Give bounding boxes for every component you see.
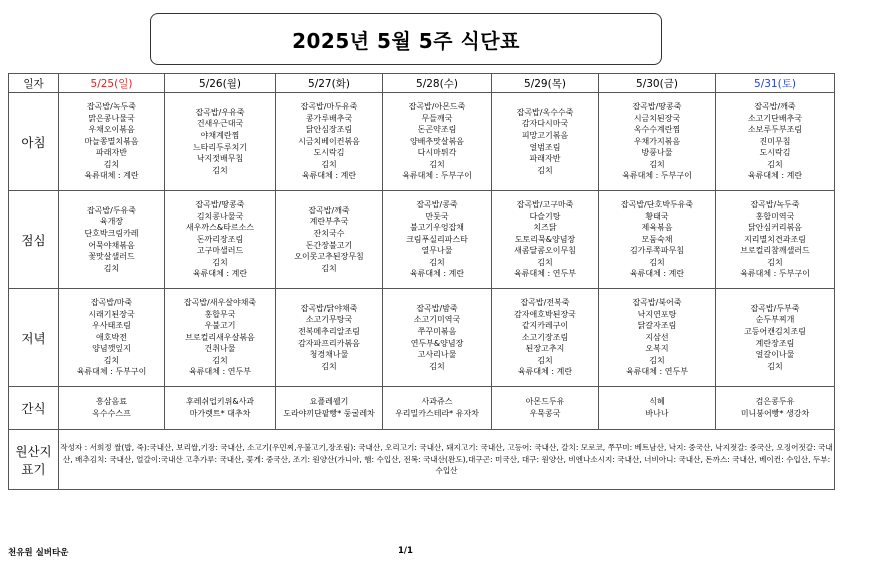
- menu-item: 단호박크림카레: [84, 228, 139, 238]
- menu-cell: [716, 93, 835, 191]
- meal-table: [8, 73, 835, 490]
- menu-item: 오이못고추된장무침: [294, 252, 364, 262]
- menu-item: 얼범조림: [529, 142, 561, 152]
- menu-item: 연두부&양념장: [410, 338, 464, 348]
- meal-row-lunch: [9, 191, 835, 289]
- header-label: 일자: [9, 74, 59, 93]
- menu-item: 닭안심커리볶음: [747, 223, 803, 233]
- menu-item: 우리밀카스테라* 유자차: [395, 409, 479, 418]
- menu-item: 치즈닭: [533, 223, 557, 233]
- menu-item: 잡곡밥/고구마죽: [516, 199, 574, 209]
- menu-cell: [599, 191, 716, 289]
- day-header: 5/28(수): [383, 74, 492, 93]
- menu-item: 새우까스&타르소스: [185, 223, 255, 233]
- menu-item: 크림푸실리파스타: [406, 234, 468, 244]
- menu-item: 잡곡밥/깨죽: [308, 205, 350, 215]
- menu-item: 우채가지볶음: [633, 136, 681, 146]
- menu-cell: [165, 191, 276, 289]
- origin-label: 원산지 표기: [9, 430, 59, 490]
- origin-text: 작성자 : 서희정 쌀(밥, 죽):국내산, 보리쌀,기장: 국내산, 소고기(우민찌,우불고기,장조림): 국내산, 오리고기: 국내산, 돼지고기: 국내산, 고등어: 국내산, 갈치: 모로코, 쭈꾸미: 베트남산, 낙지: 중국산, 낙지젓갈: 중국산, 오징어젓갈: 국내산, 배추김치: 국내산, 얼갈이:국내산 고추가루: 국내산, 꽃게: 중국산, 조기: 원양산(가니아, 햄: 수입산, 전복: 국내산(완도),대구곤: 미국산, 대구: 원양산, 비엔나소시지: 국내산, 너비아니: 국내산, 돈까스: 국내산, 베이컨: 수입산, 두부: 수입산: [59, 430, 835, 490]
- menu-item: 잡곡밥/우유죽: [195, 107, 245, 117]
- menu-item: 우사태조림: [92, 321, 131, 331]
- menu-item: 육류대체 : 계란: [517, 367, 573, 377]
- menu-item: 김치콩나물국: [196, 211, 244, 221]
- menu-item: 잡곡밥/녹두죽: [86, 101, 137, 111]
- menu-item: 만둣국: [425, 211, 449, 221]
- menu-cell: [716, 289, 835, 387]
- menu-item: 돈까리장조림: [196, 234, 244, 244]
- menu-item: 쭈꾸미볶음: [417, 326, 457, 336]
- menu-item: 김치: [321, 361, 337, 371]
- menu-item: 도토리묵&양념장: [514, 234, 576, 244]
- menu-item: 시래기된장국: [88, 309, 135, 319]
- menu-item: 양념깻잎지: [92, 344, 131, 354]
- header-row: [9, 74, 835, 93]
- menu-item: 시금치된장국: [633, 113, 681, 123]
- menu-cell: [59, 387, 165, 430]
- menu-item: 잡곡밥/단호박두유죽: [620, 199, 694, 209]
- menu-item: 잡곡밥/새우살야채죽: [183, 297, 257, 307]
- menu-item: 김치: [767, 159, 783, 169]
- meal-label: 간식: [9, 387, 59, 430]
- menu-item: 소고기장조림: [521, 332, 569, 342]
- menu-item: 육류대체 : 계란: [409, 269, 465, 279]
- menu-item: 옥수수계란찜: [633, 125, 681, 135]
- page-number: 1/1: [398, 546, 413, 556]
- menu-cell: [59, 289, 165, 387]
- menu-cell: [492, 387, 599, 430]
- menu-item: 김치: [537, 355, 553, 365]
- menu-item: 잡곡밥/두부죽: [750, 303, 800, 313]
- menu-item: 진미무침: [759, 136, 791, 146]
- menu-item: 김가루쪽파무침: [629, 246, 685, 256]
- menu-item: 김치: [212, 165, 228, 175]
- menu-item: 황태국: [645, 211, 669, 221]
- menu-cell: [599, 387, 716, 430]
- menu-item: 계란장조림: [755, 338, 795, 348]
- menu-item: 잡곡밥/밤죽: [416, 303, 458, 313]
- menu-item: 홍합미역국: [755, 211, 795, 221]
- menu-item: 어묵야채볶음: [88, 240, 135, 250]
- menu-item: 꽃맛살샐러드: [88, 252, 135, 262]
- menu-item: 김치: [212, 355, 228, 365]
- menu-item: 파래자반: [96, 148, 127, 158]
- menu-cell: [383, 191, 492, 289]
- title-box: [150, 13, 662, 65]
- day-header: 5/25(일): [59, 74, 165, 93]
- menu-item: 잡곡밥/마죽: [90, 297, 133, 307]
- menu-item: 육류대체 : 계란: [747, 171, 803, 181]
- menu-item: 새콤달콤오이무침: [514, 246, 576, 256]
- menu-cell: [276, 191, 383, 289]
- menu-item: 김치: [321, 159, 337, 169]
- menu-item: 모둠숙채: [641, 234, 673, 244]
- menu-item: 느타리두루치기: [192, 142, 248, 152]
- menu-item: 건새우근대국: [196, 119, 244, 129]
- menu-item: 도시락김: [313, 148, 345, 158]
- menu-item: 같지카레구이: [521, 321, 569, 331]
- meal-label: 점심: [9, 191, 59, 289]
- menu-item: 육류대체 : 계란: [301, 171, 357, 181]
- menu-item: 잡곡밥/땅콩죽: [195, 199, 245, 209]
- menu-item: 애호박전: [96, 332, 127, 342]
- menu-item: 육류대체 : 연두부: [189, 367, 251, 377]
- menu-item: 흥삼음료: [96, 397, 127, 407]
- menu-cell: [165, 93, 276, 191]
- menu-item: 옥수수스프: [92, 409, 131, 418]
- meal-row-dinner: [9, 289, 835, 387]
- menu-item: 육류대체 : 계란: [192, 269, 248, 279]
- menu-item: 고사리나물: [417, 350, 457, 360]
- menu-item: 다시마튀각: [417, 148, 457, 158]
- menu-item: 지리멸치견과조림: [744, 234, 806, 244]
- menu-item: 김치: [537, 165, 553, 175]
- menu-cell: [165, 289, 276, 387]
- menu-cell: [59, 191, 165, 289]
- menu-item: 잡곡밥/콩죽: [416, 199, 458, 209]
- menu-item: 김치: [212, 257, 228, 267]
- menu-cell: [276, 93, 383, 191]
- menu-cell: [383, 289, 492, 387]
- menu-item: 육류대체 : 두부구이: [76, 367, 147, 377]
- menu-item: 감자애호박된장국: [514, 309, 576, 319]
- menu-item: 콩가루배추국: [305, 113, 353, 123]
- menu-item: 미니붕어빵* 생강차: [740, 409, 810, 418]
- menu-item: 김치: [429, 361, 445, 371]
- menu-item: 돈곤약조림: [417, 125, 457, 135]
- menu-item: 무들깨국: [421, 113, 453, 123]
- menu-item: 김치: [103, 159, 120, 169]
- menu-cell: [492, 191, 599, 289]
- day-header: 5/29(목): [492, 74, 599, 93]
- menu-cell: [599, 93, 716, 191]
- menu-item: 육개장: [99, 217, 124, 227]
- day-header: 5/31(토): [716, 74, 835, 93]
- menu-item: 김치: [649, 159, 665, 169]
- menu-item: 양배추맛살볶음: [409, 136, 465, 146]
- menu-item: 제육볶음: [641, 223, 673, 233]
- menu-cell: [383, 93, 492, 191]
- menu-item: 육류대체 : 두부구이: [740, 269, 810, 279]
- menu-item: 열무나물: [421, 246, 453, 256]
- menu-item: 김치: [321, 263, 337, 273]
- menu-item: 잡곡밥/전복죽: [520, 297, 570, 307]
- meal-label: 저녁: [9, 289, 59, 387]
- menu-item: 잡곡밥/마두유죽: [300, 101, 358, 111]
- menu-item: 식혜: [649, 397, 665, 407]
- menu-item: 육류대체 : 두부구이: [622, 171, 692, 181]
- menu-item: 도시락김: [759, 148, 791, 158]
- menu-item: 잡곡밥/녹두죽: [750, 199, 800, 209]
- menu-item: 검은콩두유: [755, 397, 795, 407]
- menu-item: 닭안심장조림: [305, 125, 353, 135]
- menu-cell: [716, 191, 835, 289]
- menu-item: 낙지연포탕: [637, 309, 677, 319]
- day-header: 5/26(월): [165, 74, 276, 93]
- menu-item: 불고기우엉잡채: [409, 223, 465, 233]
- menu-cell: [492, 93, 599, 191]
- menu-cell: [165, 387, 276, 430]
- menu-item: 김치: [429, 257, 445, 267]
- menu-item: 소고기무탕국: [305, 315, 353, 325]
- menu-item: 얼갈이나물: [755, 350, 795, 360]
- menu-item: 잡곡밥/북어죽: [632, 297, 682, 307]
- menu-item: 김치: [537, 257, 553, 267]
- menu-item: 소고기미역국: [413, 315, 461, 325]
- menu-item: 시금치베이컨볶음: [298, 136, 360, 146]
- menu-item: 잔치국수: [313, 228, 345, 238]
- menu-cell: [59, 93, 165, 191]
- menu-item: 김치: [649, 257, 665, 267]
- menu-item: 바나나: [645, 409, 669, 418]
- menu-item: 낙지젓배무침: [196, 154, 244, 164]
- menu-item: 지삼선: [645, 332, 669, 342]
- menu-item: 잡곡밥/깨죽: [754, 101, 796, 111]
- menu-item: 오복지: [645, 344, 669, 354]
- menu-item: 야채계란찜: [200, 130, 240, 140]
- menu-item: 김치: [103, 355, 120, 365]
- menu-item: 순두부찌개: [755, 315, 795, 325]
- menu-item: 방풍나물: [641, 148, 673, 158]
- menu-item: 돈간장불고기: [305, 240, 353, 250]
- menu-item: 잡곡밥/아몬드죽: [408, 101, 466, 111]
- menu-item: 잡곡밥/땅콩죽: [632, 101, 682, 111]
- menu-item: 피망고기볶음: [521, 130, 569, 140]
- menu-item: 김치: [649, 355, 665, 365]
- menu-item: 요플레웰기: [309, 397, 349, 407]
- menu-item: 잡곡밥/두유죽: [86, 205, 137, 215]
- footer-org: 천유원 실버타운: [8, 548, 69, 558]
- menu-item: 육류대체 : 연두부: [626, 367, 688, 377]
- page-title: 2025년 5월 5주 식단표: [292, 28, 520, 53]
- menu-cell: [716, 387, 835, 430]
- menu-item: 고등어캔김치조림: [744, 326, 806, 336]
- menu-item: 청경채나물: [309, 350, 349, 360]
- menu-cell: [276, 289, 383, 387]
- day-header: 5/30(금): [599, 74, 716, 93]
- menu-item: 건취나물: [204, 344, 236, 354]
- menu-item: 잡곡밥/옥수수죽: [516, 107, 574, 117]
- menu-item: 우채오이볶음: [88, 125, 135, 135]
- menu-cell: [276, 387, 383, 430]
- menu-item: 홍합무국: [204, 309, 236, 319]
- meal-row-snack: [9, 387, 835, 430]
- menu-item: 후레쉬업키위&사과: [185, 397, 255, 407]
- menu-item: 감자다시마국: [521, 119, 569, 129]
- menu-item: 고구마샐러드: [196, 246, 244, 256]
- menu-item: 마가렛트* 대추차: [189, 409, 251, 418]
- menu-cell: [599, 289, 716, 387]
- menu-item: 김치: [429, 159, 445, 169]
- menu-item: 육류대체 : 계란: [629, 269, 685, 279]
- menu-item: 맑은콩나물국: [88, 113, 135, 123]
- menu-item: 마늘쫑멸치볶음: [84, 136, 139, 146]
- menu-item: 다슬기탕: [529, 211, 561, 221]
- menu-item: 브로컬리새우살볶음: [185, 332, 255, 342]
- day-header: 5/27(화): [276, 74, 383, 93]
- menu-item: 김치: [767, 361, 783, 371]
- menu-item: 전복메추리알조림: [298, 326, 360, 336]
- menu-item: 계란부추국: [309, 217, 349, 227]
- menu-cell: [492, 289, 599, 387]
- menu-item: 사과쥬스: [421, 397, 453, 407]
- menu-item: 육류대체 : 연두부: [514, 269, 576, 279]
- origin-row: [9, 430, 835, 490]
- menu-item: 잡곡밥/닭야채죽: [300, 303, 358, 313]
- menu-item: 김치: [767, 257, 783, 267]
- menu-item: 소보루두부조림: [747, 125, 803, 135]
- menu-item: 소고기단배추국: [747, 113, 803, 123]
- meal-label: 아침: [9, 93, 59, 191]
- menu-item: 감자파프리카볶음: [298, 338, 360, 348]
- menu-item: 된장고추지: [525, 344, 565, 354]
- menu-item: 아몬드두유: [525, 397, 565, 407]
- menu-item: 도라야끼단팥빵* 둥굴레차: [283, 409, 375, 418]
- menu-item: 브로컬리참깨샐러드: [740, 246, 810, 256]
- menu-item: 육류대체 : 계란: [84, 171, 139, 181]
- menu-item: 파래자반: [529, 154, 561, 164]
- meal-row-breakfast: [9, 93, 835, 191]
- menu-cell: [383, 387, 492, 430]
- menu-item: 우묵콩국: [529, 409, 561, 418]
- menu-item: 우불고기: [204, 321, 236, 331]
- menu-item: 김치: [103, 263, 120, 273]
- menu-item: 육류대체 : 두부구이: [402, 171, 472, 181]
- menu-item: 닭갈자조림: [637, 321, 677, 331]
